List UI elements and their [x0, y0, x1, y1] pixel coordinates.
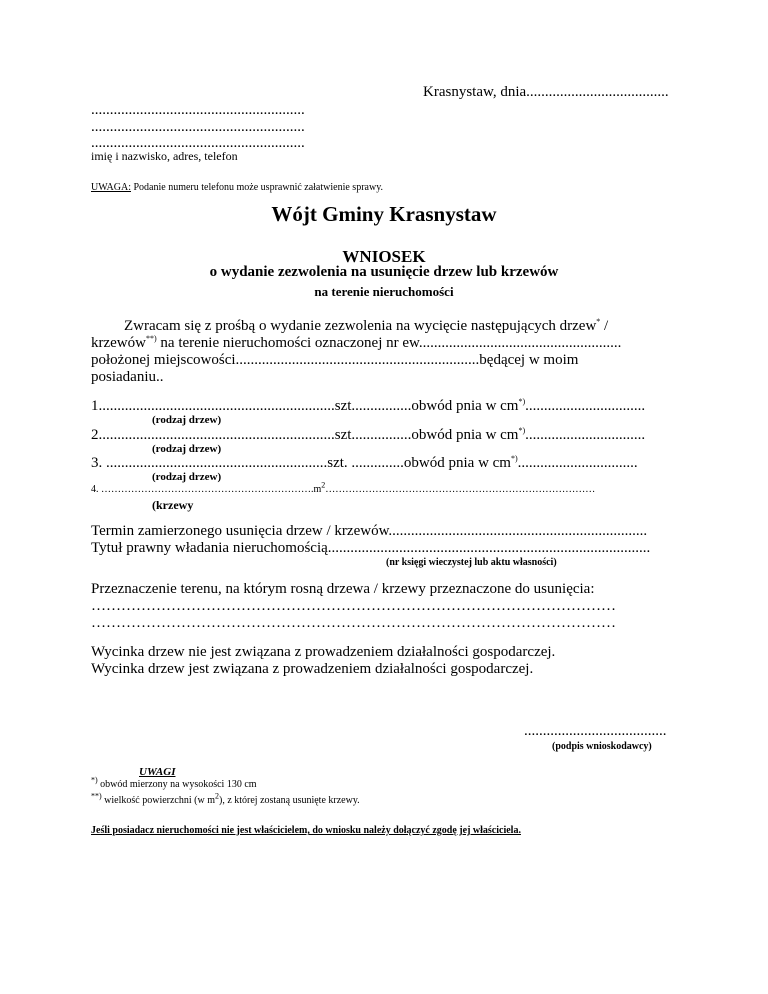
place-date: Krasnystaw, dnia......................................	[423, 84, 669, 100]
title-subline-2: na terenie nieruchomości	[314, 284, 454, 299]
signature-line: ......................................	[524, 723, 667, 739]
tree-item-2-girth: ................................	[525, 427, 646, 443]
owner-consent-note: Jeśli posiadacz nieruchomości nie jest właścicielem, do wniosku należy dołączyć zgodę jej właściciela.	[91, 825, 521, 836]
page-title: WNIOSEK	[342, 247, 426, 266]
footnote-mark: **)	[91, 791, 102, 801]
tree-item-2-caption: (rodzaj drzew)	[152, 443, 222, 455]
removal-term-line: Termin zamierzonego usunięcia drzew / krzewów.....................................................................	[91, 523, 648, 539]
signature-caption: (podpis wnioskodawcy)	[552, 741, 652, 752]
phone-note-text: Podanie numeru telefonu może usprawnić załatwienie sprawy.	[131, 182, 384, 193]
remark-2-text-end: ), z której zostaną usunięte krzewy.	[218, 795, 360, 806]
tree-item-1	[91, 398, 645, 415]
request-line-1-end: /	[600, 318, 609, 334]
land-purpose-line-1: ……………………………………………………………………………………………	[91, 598, 616, 614]
remark-1-text: obwód mierzony na wysokości 130 cm	[97, 779, 257, 790]
tree-item-3-caption: (rodzaj drzew)	[152, 471, 222, 483]
business-option-yes: Wycinka drzew jest związana z prowadzeniem działalności gospodarczej.	[91, 661, 534, 677]
applicant-line-1: .........................................................	[91, 102, 305, 118]
request-line-1	[124, 318, 608, 335]
request-line-1-text: Zwracam się z prośbą o wydanie zezwolenia na wycięcie następujących drzew	[124, 318, 597, 334]
request-line-4: posiadaniu..	[91, 369, 164, 385]
title-subline-1: o wydanie zezwolenia na usunięcie drzew lub krzewów	[209, 264, 559, 280]
footnote-mark: *)	[91, 775, 98, 785]
phone-note-label: UWAGA:	[91, 182, 131, 193]
footnote-mark: *)	[518, 397, 526, 406]
footnote-mark: **)	[145, 334, 157, 343]
tree-item-1-caption: (rodzaj drzew)	[152, 414, 222, 426]
land-purpose-line-2: ……………………………………………………………………………………………	[91, 615, 616, 631]
land-purpose-label: Przeznaczenie terenu, na którym rosną drzewa / krzewy przeznaczone do usunięcia:	[91, 581, 595, 597]
shrub-item	[91, 480, 596, 495]
unit-superscript: 2	[214, 791, 219, 801]
tree-item-2-fields: 2...............................................................szt................obwód pnia w cm	[91, 427, 519, 443]
shrub-item-area: ………………………………………………………………………	[325, 484, 596, 495]
remarks-title: UWAGI	[139, 766, 176, 778]
footnote-mark: *)	[510, 454, 518, 463]
addressee: Wójt Gminy Krasnystaw	[271, 202, 497, 226]
phone-note	[91, 182, 383, 193]
footnote-mark: *	[596, 317, 601, 326]
legal-title-caption: (nr księgi wieczystej lub aktu własności)	[386, 557, 557, 568]
footnote-mark: *)	[518, 426, 526, 435]
request-line-2	[91, 335, 621, 352]
legal-title-line: Tytuł prawny władania nieruchomością......................................................................................	[91, 540, 651, 556]
applicant-line-3: .........................................................	[91, 135, 305, 151]
tree-item-3	[91, 455, 638, 472]
request-line-3: położonej miejscowości.................................................................będącej w moim	[91, 352, 579, 368]
unit-superscript: 2	[321, 480, 326, 490]
tree-item-1-girth: ................................	[525, 398, 646, 414]
request-line-2-text: krzewów	[91, 335, 146, 351]
shrub-item-fields: 4. ……………………………………………………….m	[91, 484, 322, 495]
applicant-line-2: .........................................................	[91, 119, 305, 135]
applicant-caption: imię i nazwisko, adres, telefon	[91, 149, 238, 163]
remark-1	[91, 775, 257, 790]
request-line-2-rest: na terenie nieruchomości oznaczonej nr ew......................................................	[156, 335, 622, 351]
tree-item-2	[91, 427, 645, 444]
shrub-item-caption: (krzewy	[152, 498, 194, 512]
remark-2	[91, 791, 360, 806]
tree-item-1-fields: 1...............................................................szt................obwód pnia w cm	[91, 398, 519, 414]
remark-2-text: wielkość powierzchni (w m	[101, 795, 215, 806]
business-option-no: Wycinka drzew nie jest związana z prowadzeniem działalności gospodarczej.	[91, 644, 556, 660]
tree-item-3-girth: ................................	[517, 455, 638, 471]
tree-item-3-fields: 3. ...........................................................szt. ..............obwód pnia w cm	[91, 455, 511, 471]
